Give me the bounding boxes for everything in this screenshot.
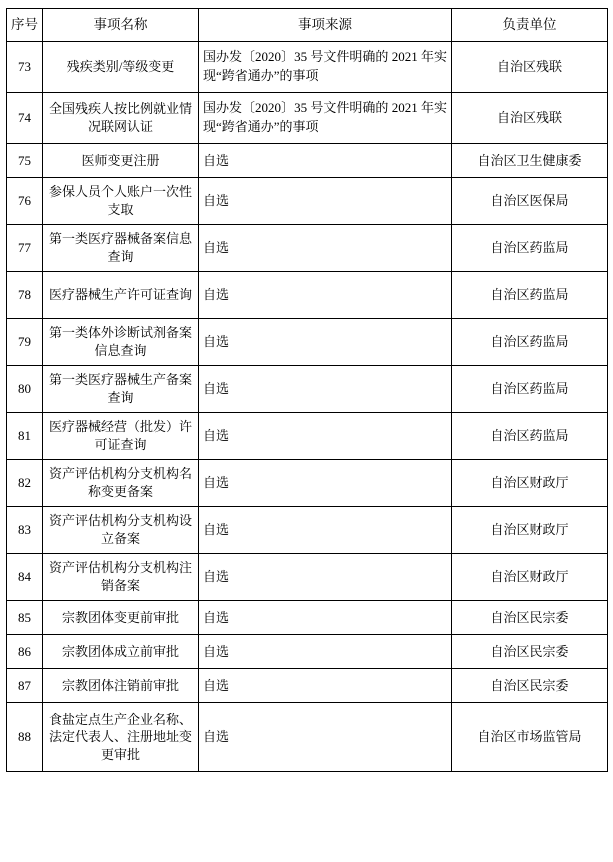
cell-name: 第一类体外诊断试剂备案信息查询 [43, 319, 199, 366]
cell-unit: 自治区药监局 [452, 272, 608, 319]
cell-seq: 81 [7, 413, 43, 460]
table-row [7, 225, 608, 272]
cell-source: 自选 [199, 366, 452, 413]
cell-unit: 自治区药监局 [452, 366, 608, 413]
cell-seq: 75 [7, 144, 43, 178]
cell-unit: 自治区残联 [452, 93, 608, 144]
cell-name: 残疾类别/等级变更 [43, 42, 199, 93]
cell-source: 自选 [199, 635, 452, 669]
cell-seq: 74 [7, 93, 43, 144]
cell-source: 自选 [199, 554, 452, 601]
cell-seq: 85 [7, 601, 43, 635]
cell-unit: 自治区民宗委 [452, 669, 608, 703]
cell-unit: 自治区医保局 [452, 178, 608, 225]
cell-source: 自选 [199, 669, 452, 703]
header-unit: 负责单位 [452, 9, 608, 42]
header-source: 事项来源 [199, 9, 452, 42]
cell-unit: 自治区药监局 [452, 319, 608, 366]
cell-name: 医师变更注册 [43, 144, 199, 178]
table-row [7, 669, 608, 703]
cell-seq: 73 [7, 42, 43, 93]
cell-source: 自选 [199, 460, 452, 507]
cell-source: 自选 [199, 225, 452, 272]
matters-table [6, 8, 608, 772]
cell-seq: 76 [7, 178, 43, 225]
table-row [7, 703, 608, 772]
cell-unit: 自治区财政厅 [452, 460, 608, 507]
table-row [7, 319, 608, 366]
cell-unit: 自治区民宗委 [452, 635, 608, 669]
table-row [7, 93, 608, 144]
table-row [7, 366, 608, 413]
cell-unit: 自治区卫生健康委 [452, 144, 608, 178]
cell-name: 宗教团体成立前审批 [43, 635, 199, 669]
table-row [7, 144, 608, 178]
cell-unit: 自治区药监局 [452, 413, 608, 460]
cell-source: 国办发〔2020〕35 号文件明确的 2021 年实现“跨省通办”的事项 [199, 42, 452, 93]
table-row [7, 178, 608, 225]
cell-name: 全国残疾人按比例就业情况联网认证 [43, 93, 199, 144]
table-row [7, 42, 608, 93]
table-header-row [7, 9, 608, 42]
cell-name: 宗教团体注销前审批 [43, 669, 199, 703]
cell-source: 自选 [199, 178, 452, 225]
cell-name: 宗教团体变更前审批 [43, 601, 199, 635]
cell-name: 参保人员个人账户一次性支取 [43, 178, 199, 225]
header-name: 事项名称 [43, 9, 199, 42]
table-row [7, 272, 608, 319]
table-row [7, 413, 608, 460]
cell-source: 自选 [199, 413, 452, 460]
cell-name: 医疗器械生产许可证查询 [43, 272, 199, 319]
cell-seq: 86 [7, 635, 43, 669]
cell-unit: 自治区药监局 [452, 225, 608, 272]
table-row [7, 554, 608, 601]
cell-unit: 自治区财政厅 [452, 507, 608, 554]
cell-seq: 83 [7, 507, 43, 554]
cell-seq: 77 [7, 225, 43, 272]
cell-source: 国办发〔2020〕35 号文件明确的 2021 年实现“跨省通办”的事项 [199, 93, 452, 144]
cell-seq: 82 [7, 460, 43, 507]
cell-seq: 78 [7, 272, 43, 319]
table-row [7, 507, 608, 554]
cell-name: 资产评估机构分支机构名称变更备案 [43, 460, 199, 507]
table-row [7, 460, 608, 507]
cell-source: 自选 [199, 144, 452, 178]
cell-seq: 80 [7, 366, 43, 413]
cell-name: 医疗器械经营（批发）许可证查询 [43, 413, 199, 460]
cell-seq: 79 [7, 319, 43, 366]
cell-source: 自选 [199, 703, 452, 772]
cell-name: 资产评估机构分支机构设立备案 [43, 507, 199, 554]
cell-unit: 自治区市场监管局 [452, 703, 608, 772]
cell-source: 自选 [199, 272, 452, 319]
cell-unit: 自治区民宗委 [452, 601, 608, 635]
cell-name: 食盐定点生产企业名称、法定代表人、注册地址变更审批 [43, 703, 199, 772]
header-seq: 序号 [7, 9, 43, 42]
cell-source: 自选 [199, 507, 452, 554]
cell-seq: 84 [7, 554, 43, 601]
cell-unit: 自治区财政厅 [452, 554, 608, 601]
cell-seq: 88 [7, 703, 43, 772]
cell-name: 第一类医疗器械生产备案查询 [43, 366, 199, 413]
table-body [7, 42, 608, 772]
cell-unit: 自治区残联 [452, 42, 608, 93]
cell-name: 第一类医疗器械备案信息查询 [43, 225, 199, 272]
table-row [7, 635, 608, 669]
cell-seq: 87 [7, 669, 43, 703]
table-row [7, 601, 608, 635]
cell-name: 资产评估机构分支机构注销备案 [43, 554, 199, 601]
cell-source: 自选 [199, 601, 452, 635]
cell-source: 自选 [199, 319, 452, 366]
